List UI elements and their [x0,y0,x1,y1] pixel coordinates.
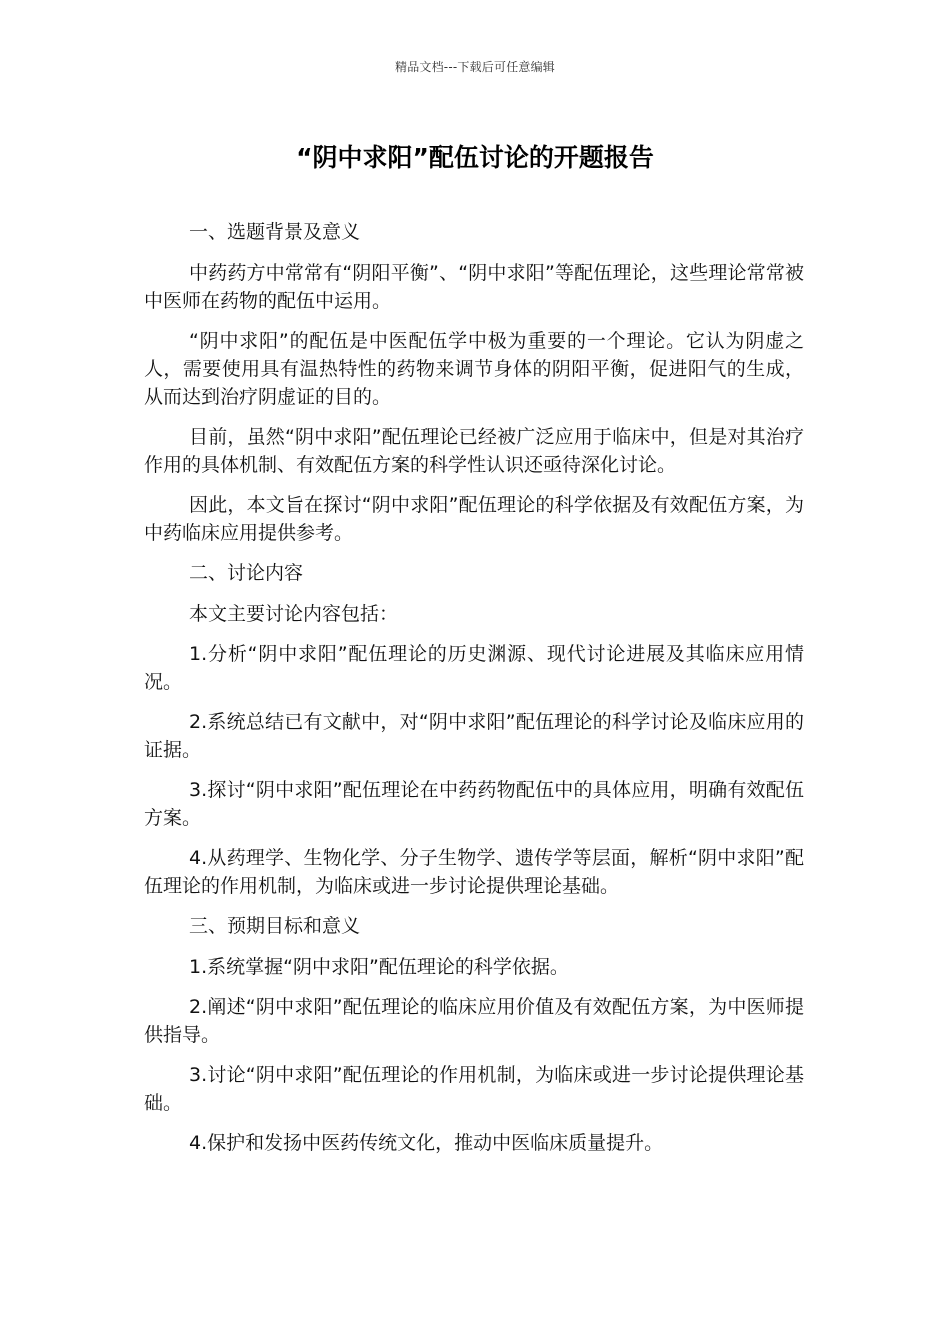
paragraph-intro: 中药药方中常常有“阴阳平衡”、“阴中求阳”等配伍理论，这些理论常常被中医师在药物的配伍中运用。 [144,262,804,312]
goal-item-2: 2.阐述“阴中求阳”配伍理论的临床应用价值及有效配伍方案，为中医师提供指导。 [144,996,804,1046]
header-note: 精品文档---下载后可任意编辑 [395,60,555,74]
section-heading-background: 一、选题背景及意义 [189,221,361,243]
section-heading-goals: 三、预期目标和意义 [189,915,361,937]
goal-item-4: 4.保护和发扬中医药传统文化，推动中医临床质量提升。 [189,1132,664,1154]
content-item-4: 4.从药理学、生物化学、分子生物学、遗传学等层面，解析“阴中求阳”配伍理论的作用机制，为临床或进一步讨论提供理论基础。 [144,847,804,897]
content-item-3: 3.探讨“阴中求阳”配伍理论在中药药物配伍中的具体应用，明确有效配伍方案。 [144,779,804,829]
goal-item-1: 1.系统掌握“阴中求阳”配伍理论的科学依据。 [189,956,569,978]
paragraph-content-intro: 本文主要讨论内容包括： [189,603,399,625]
paragraph-purpose: 因此，本文旨在探讨“阴中求阳”配伍理论的科学依据及有效配伍方案，为中药临床应用提供参考。 [144,494,804,544]
document-body [144,218,804,1169]
content-item-2: 2.系统总结已有文献中，对“阴中求阳”配伍理论的科学讨论及临床应用的证据。 [144,711,804,761]
paragraph-current-status: 目前，虽然“阴中求阳”配伍理论已经被广泛应用于临床中，但是对其治疗作用的具体机制、有效配伍方案的科学性认识还亟待深化讨论。 [144,426,804,476]
goal-item-3: 3.讨论“阴中求阳”配伍理论的作用机制，为临床或进一步讨论提供理论基础。 [144,1064,804,1114]
document-title: “阴中求阳”配伍讨论的开题报告 [296,143,654,172]
paragraph-theory: “阴中求阳”的配伍是中医配伍学中极为重要的一个理论。它认为阴虚之人，需要使用具有温热特性的药物来调节身体的阴阳平衡，促进阳气的生成，从而达到治疗阴虚证的目的。 [144,330,804,408]
content-item-1: 1.分析“阴中求阳”配伍理论的历史渊源、现代讨论进展及其临床应用情况。 [144,643,804,693]
section-heading-content: 二、讨论内容 [189,562,304,584]
